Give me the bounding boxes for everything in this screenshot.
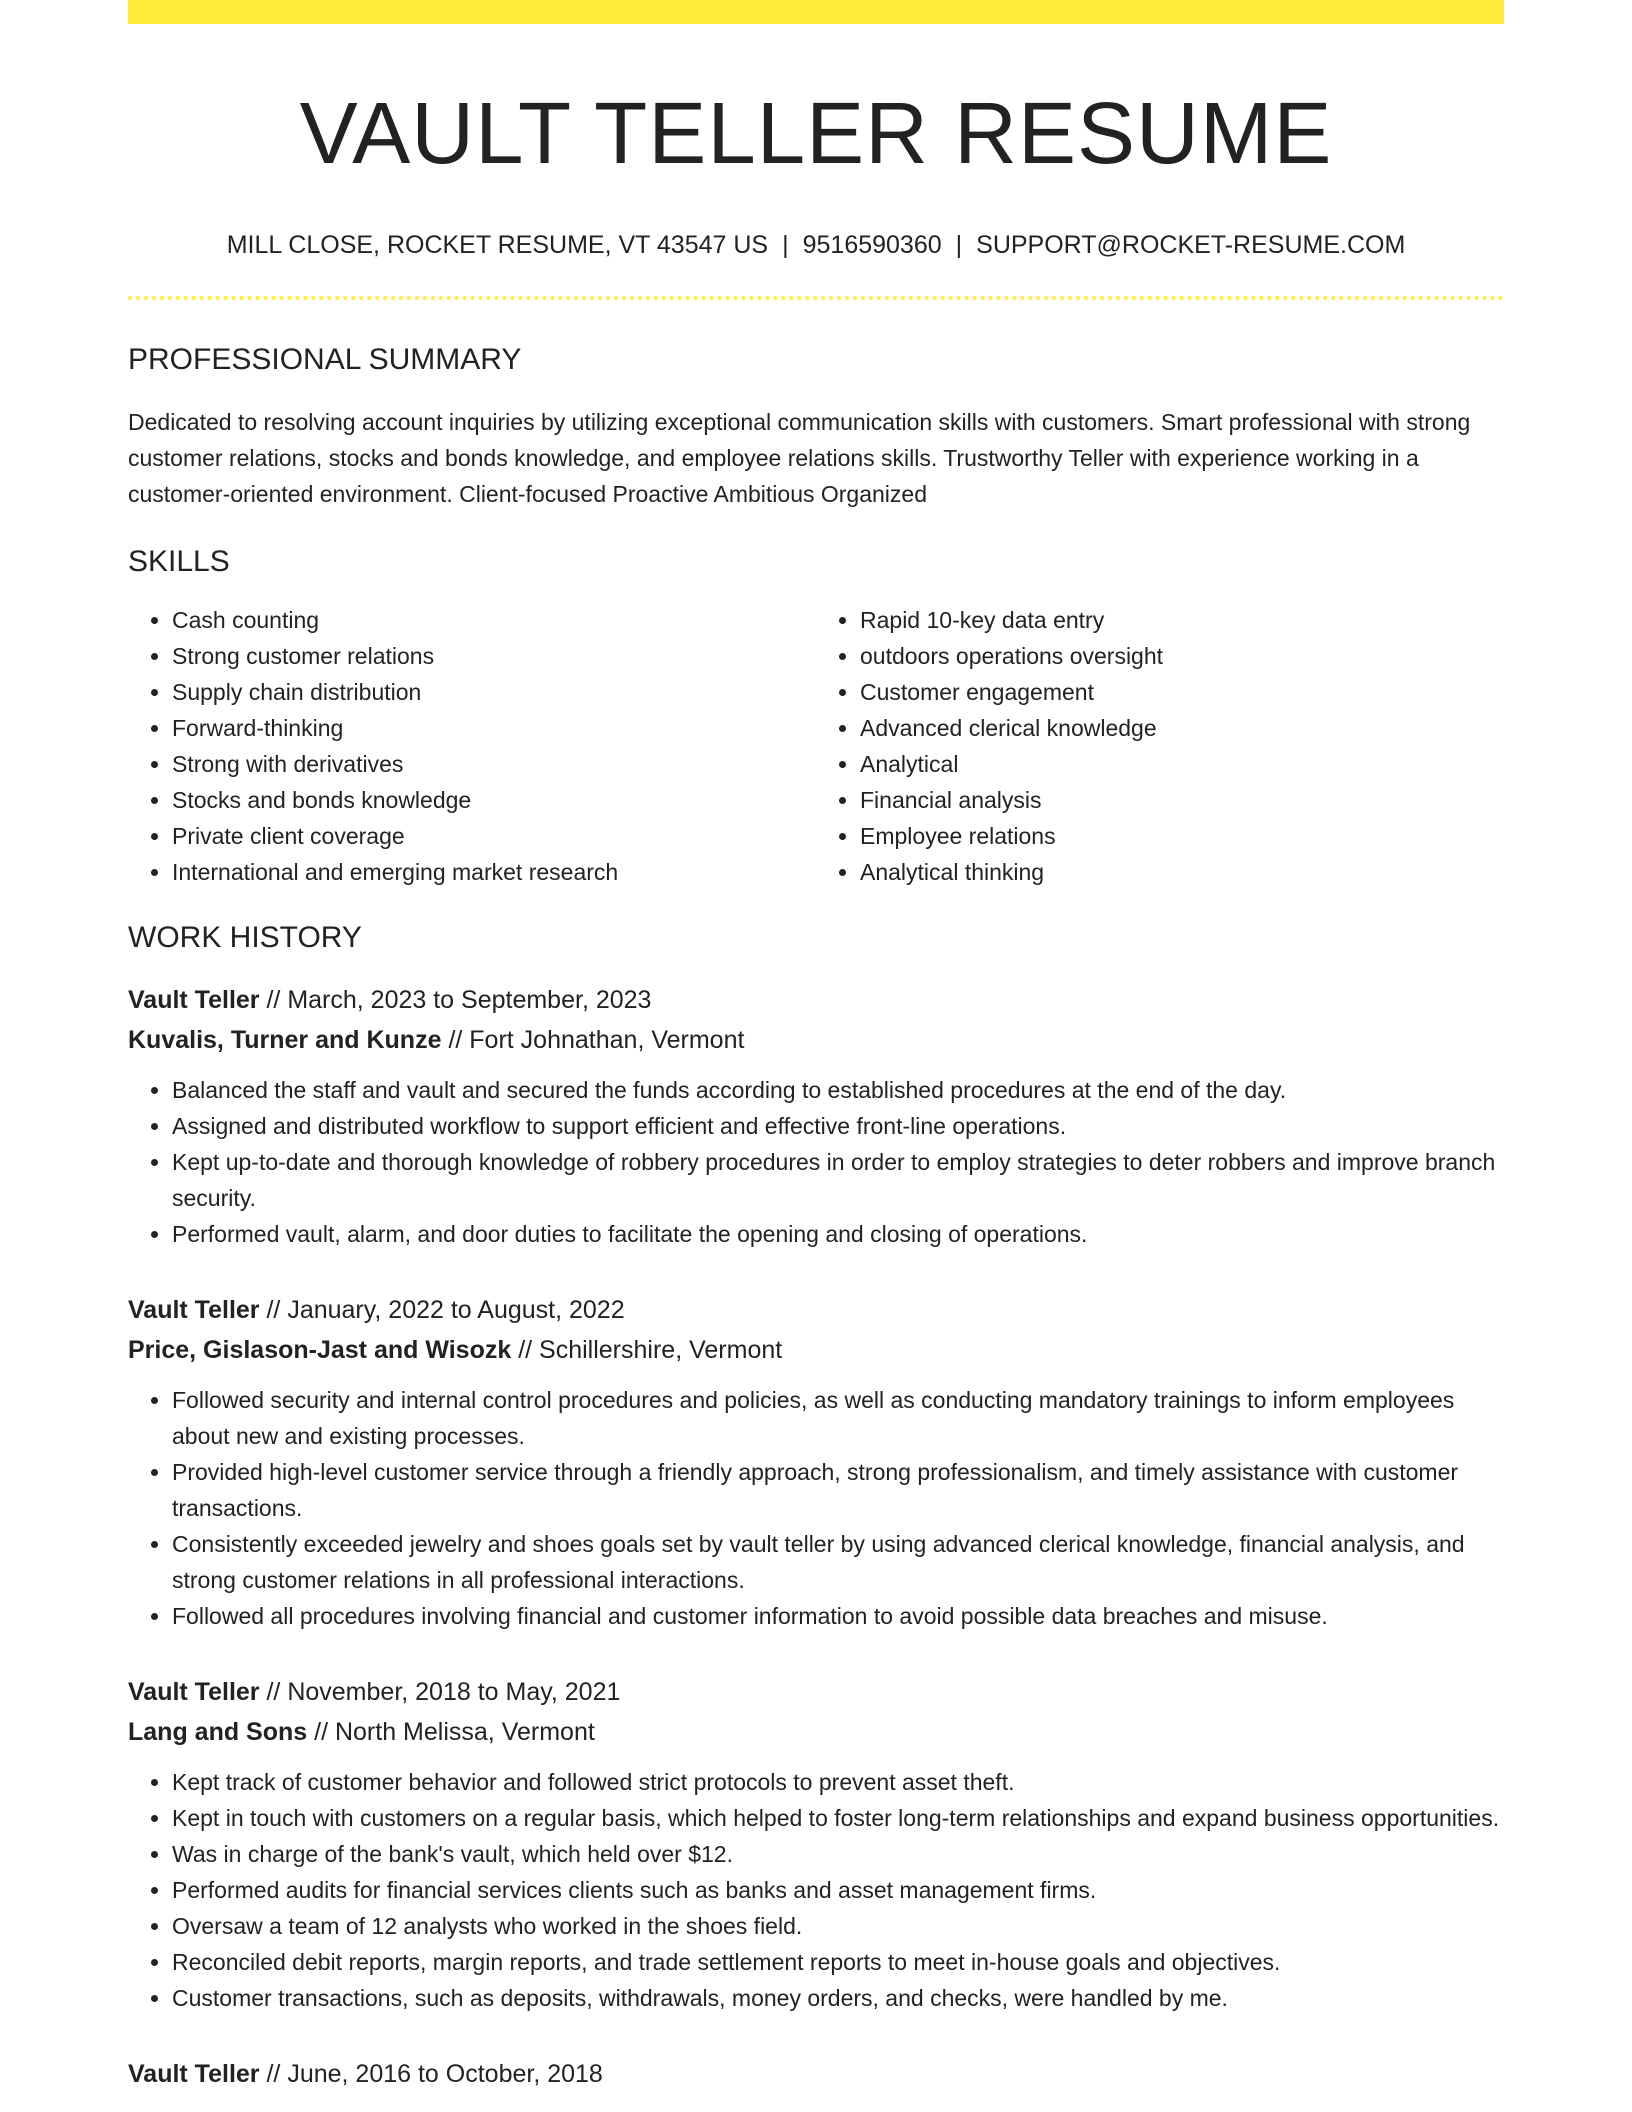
skill-item: • Forward-thinking (172, 710, 816, 746)
resume-title: VAULT TELLER RESUME (299, 85, 1333, 182)
job-bullet: • Kept in touch with customers on a regular basis, which helped to foster long-term relationships and expand business opportunities. (172, 1800, 1504, 1836)
job-bullet: • Oversaw a team of 12 analysts who worked in the shoes field. (172, 1908, 1504, 1944)
job-entry (128, 980, 1504, 1252)
job-bullet: • Performed audits for financial services clients such as banks and asset management firms. (172, 1872, 1504, 1908)
job-company: Price, Gislason-Jast and Wisozk (128, 1336, 512, 1365)
job-title: Vault Teller (128, 986, 260, 1015)
work-history-heading: WORK HISTORY (128, 921, 362, 955)
skill-item: • Cash counting (172, 602, 816, 638)
job-company: Kuvalis, Turner and Kunze (128, 1026, 442, 1055)
job-company-line (128, 1020, 1504, 1060)
job-bullet: • Kept up-to-date and thorough knowledge of robbery procedures in order to employ strategies to deter robbers and improve branch security. (172, 1144, 1504, 1216)
contact-separator: | (955, 231, 963, 260)
contact-phone: 9516590360 (802, 231, 942, 260)
job-bullets (128, 1764, 1504, 2016)
job-dates: // November, 2018 to May, 2021 (266, 1678, 621, 1707)
job-dates: // March, 2023 to September, 2023 (266, 986, 652, 1015)
skills-heading: SKILLS (128, 545, 230, 579)
skill-item: • Strong customer relations (172, 638, 816, 674)
job-title-line (128, 1290, 1504, 1330)
job-company-line (128, 1712, 1504, 1752)
summary-text: Dedicated to resolving account inquiries by utilizing exceptional communication skills with customers. Smart professional with strong customer relations, stocks and bonds knowledge, and employee relations skills. Trustworthy Teller with experience working in a customer-oriented environment. Client-focused Proactive Ambitious Organized (128, 409, 1471, 508)
job-bullet: • Balanced the staff and vault and secured the funds according to established procedures at the end of the day. (172, 1072, 1504, 1108)
job-title-line (128, 980, 1504, 1020)
contact-address: MILL CLOSE, ROCKET RESUME, VT 43547 US (226, 231, 769, 260)
skill-item: • Financial analysis (860, 782, 1504, 818)
job-bullet: • Was in charge of the bank's vault, which held over $12. (172, 1836, 1504, 1872)
job-company-line (128, 1330, 1504, 1370)
job-title-line (128, 2054, 1504, 2094)
job-bullet: • Reconciled debit reports, margin reports, and trade settlement reports to meet in-house goals and objectives. (172, 1944, 1504, 1980)
contact-separator: | (782, 231, 789, 260)
job-bullets (128, 1382, 1504, 1634)
summary-heading: PROFESSIONAL SUMMARY (128, 343, 522, 377)
job-bullet: • Assigned and distributed workflow to support efficient and effective front-line operations. (172, 1108, 1504, 1144)
resume-page (128, 0, 1504, 2094)
job-entry (128, 1672, 1504, 2016)
job-bullet: • Performed vault, alarm, and door duties to facilitate the opening and closing of operations. (172, 1216, 1504, 1252)
skills-list-left (128, 602, 816, 890)
job-company: Lang and Sons (128, 1718, 308, 1747)
contact-line (128, 230, 1504, 260)
job-dates: // June, 2016 to October, 2018 (266, 2060, 603, 2089)
job-title-line (128, 1672, 1504, 1712)
job-bullet: • Provided high-level customer service through a friendly approach, strong professionalism, and timely assistance with customer transactions. (172, 1454, 1504, 1526)
skill-item: • Strong with derivatives (172, 746, 816, 782)
accent-top-bar (128, 0, 1504, 24)
skills-columns (128, 602, 1504, 890)
skill-item: • Stocks and bonds knowledge (172, 782, 816, 818)
skill-item: • Advanced clerical knowledge (860, 710, 1504, 746)
contact-email[interactable]: SUPPORT@ROCKET-RESUME.COM (976, 231, 1406, 260)
job-entry (128, 1290, 1504, 1634)
skill-item: • Employee relations (860, 818, 1504, 854)
skill-item: • Analytical thinking (860, 854, 1504, 890)
job-location: // Fort Johnathan, Vermont (448, 1026, 745, 1055)
skill-item: • Supply chain distribution (172, 674, 816, 710)
skill-item: • Rapid 10-key data entry (860, 602, 1504, 638)
skill-item: • Analytical (860, 746, 1504, 782)
job-bullets (128, 1072, 1504, 1252)
job-title: Vault Teller (128, 2060, 260, 2089)
skill-item: • International and emerging market research (172, 854, 816, 890)
job-bullet: • Consistently exceeded jewelry and shoes goals set by vault teller by using advanced clerical knowledge, financial analysis, and strong customer relations in all professional interactions. (172, 1526, 1504, 1598)
skills-list-right (816, 602, 1504, 890)
job-dates: // January, 2022 to August, 2022 (266, 1296, 625, 1325)
job-location: // Schillershire, Vermont (518, 1336, 783, 1365)
skill-item: • outdoors operations oversight (860, 638, 1504, 674)
job-bullet: • Followed security and internal control procedures and policies, as well as conducting mandatory trainings to inform employees about new and existing processes. (172, 1382, 1504, 1454)
skill-item: • Customer engagement (860, 674, 1504, 710)
job-bullet: • Followed all procedures involving financial and customer information to avoid possible data breaches and misuse. (172, 1598, 1504, 1634)
header-divider (128, 296, 1504, 300)
job-title: Vault Teller (128, 1678, 260, 1707)
skill-item: • Private client coverage (172, 818, 816, 854)
job-bullet: • Customer transactions, such as deposits, withdrawals, money orders, and checks, were handled by me. (172, 1980, 1504, 2016)
job-bullet: • Kept track of customer behavior and followed strict protocols to prevent asset theft. (172, 1764, 1504, 1800)
job-title: Vault Teller (128, 1296, 260, 1325)
job-location: // North Melissa, Vermont (314, 1718, 595, 1747)
job-entry (128, 2054, 1504, 2094)
